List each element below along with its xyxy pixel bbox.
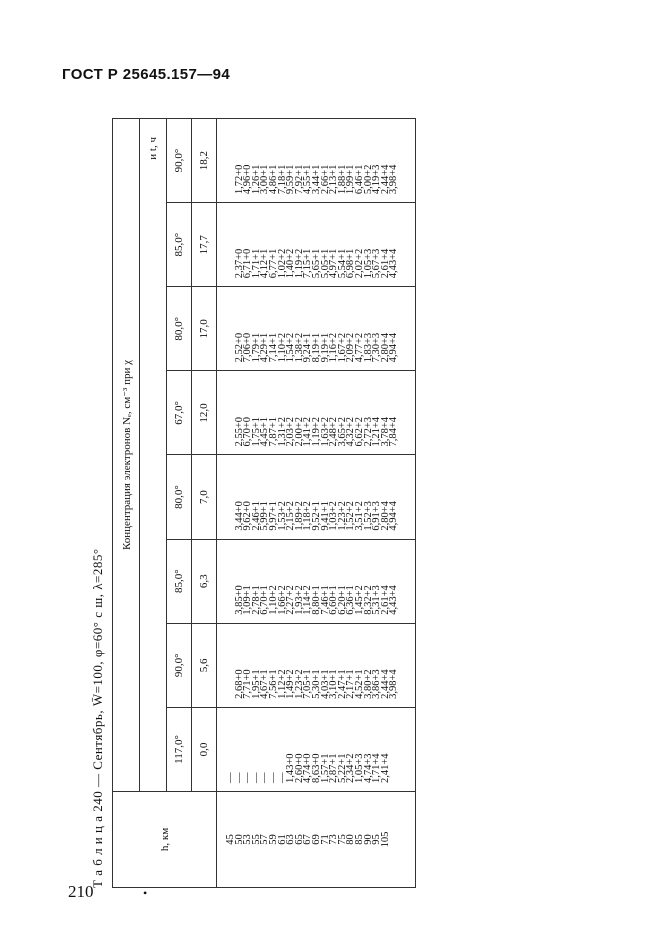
- time-value: 17,7: [192, 203, 217, 287]
- time-value: 17,0: [192, 287, 217, 371]
- time-row: [192, 119, 217, 888]
- chi-value: 90,0°: [167, 119, 192, 203]
- chi-value: 80,0°: [167, 287, 192, 371]
- time-value: 18,2: [192, 119, 217, 203]
- electron-concentration-table: [112, 118, 416, 888]
- h-column-header: h, км: [113, 792, 217, 888]
- concentration-column: — — — — — — — 1,43+0 2,60+0 4,74+0 8,63+0 1,57+1 2,87+1 5,22+1 2,34+2 1,05+3 4,74+3 1,71+4 2,41+4: [217, 707, 416, 791]
- concentration-column: 1,72+0 4,96+0 1,26+1 3,00+1 4,86+1 7,18+1 9,59+1 7,92+1 4,55+1 3,44+1 2,66+1 2,13+1 1,88+1 1,99+1 6,46+1 5,00+2 4,19+3 2,44+4 3,98+4: [217, 119, 416, 203]
- h-values: 45 50 53 55 57 59 61 63 65 67 69 71 73 75 80 85 90 95 105: [217, 792, 416, 888]
- table-caption: Т а б л и ц а 240 — Сентябрь, W̄=100, φ=60° с ш, λ=285°: [90, 548, 105, 888]
- time-value: 0,0: [192, 707, 217, 791]
- concentration-column: 3,85+0 1,09+1 2,78+1 6,70+1 1,10+2 1,66+2 2,27+2 1,93+2 1,14+2 8,80+1 7,46+1 6,60+1 6,20+1 6,36+1 1,45+2 8,32+2 5,31+3 2,61+4 4,43+4: [217, 539, 416, 623]
- page-number: 210: [68, 882, 94, 901]
- concentration-column: 2,37+0 6,71+0 1,71+1 4,12+1 6,77+1 1,02+2 1,40+2 1,19+2 7,15+1 5,65+1 5,05+1 4,97+1 5,54+1 6,98+1 2,02+2 1,05+3 5,67+3 2,61+4 4,43+4: [217, 203, 416, 287]
- rotated-table-block: [86, 118, 626, 888]
- table-row: [217, 119, 416, 888]
- chi-value: 90,0°: [167, 623, 192, 707]
- time-value: 7,0: [192, 455, 217, 539]
- chi-row: [167, 119, 192, 888]
- concentration-column: 2,68+0 7,71+0 1,95+1 4,67+1 7,56+1 1,12+2 1,49+2 1,23+2 7,05+1 5,30+1 4,03+1 3,10+1 2,47+1 2,17+1 4,52+1 3,80+2 3,86+3 2,44+4 3,98+4: [217, 623, 416, 707]
- time-value: 12,0: [192, 371, 217, 455]
- concentration-column: 3,44+0 9,62+0 2,46+1 5,99+1 9,97+1 1,53+2 2,15+2 1,89+2 1,18+2 9,52+1 9,41+1 1,03+2 1,23+2 1,52+2 3,51+2 1,52+3 6,91+3 2,80+4 4,94+4: [217, 455, 416, 539]
- chi-value: 80,0°: [167, 455, 192, 539]
- page-mark: •: [143, 886, 148, 900]
- time-label: и t, ч: [140, 119, 167, 792]
- concentration-column: 2,55+0 6,70+0 1,75+1 4,45+1 7,87+1 1,31+2 2,03+2 2,00+2 1,41+2 1,19+2 1,63+2 2,48+2 3,65+2 4,32+2 6,62+2 2,72+3 1,21+4 3,78+4 7,84+4: [217, 371, 416, 455]
- group-header: Концентрация электронов Nₑ, см⁻³ при χ: [113, 119, 140, 792]
- chi-value: 85,0°: [167, 203, 192, 287]
- time-value: 5,6: [192, 623, 217, 707]
- chi-value: 85,0°: [167, 539, 192, 623]
- document-header: ГОСТ Р 25645.157—94: [62, 66, 231, 83]
- chi-value: 67,0°: [167, 371, 192, 455]
- concentration-column: 2,52+0 7,06+0 1,79+1 4,29+1 7,14+1 1,10+2 1,54+2 1,38+2 9,24+1 8,19+1 9,19+1 1,16+2 1,67+2 2,09+2 4,77+2 1,83+3 7,30+3 2,80+4 4,94+4: [217, 287, 416, 371]
- chi-value: 117,0°: [167, 707, 192, 791]
- time-value: 6,3: [192, 539, 217, 623]
